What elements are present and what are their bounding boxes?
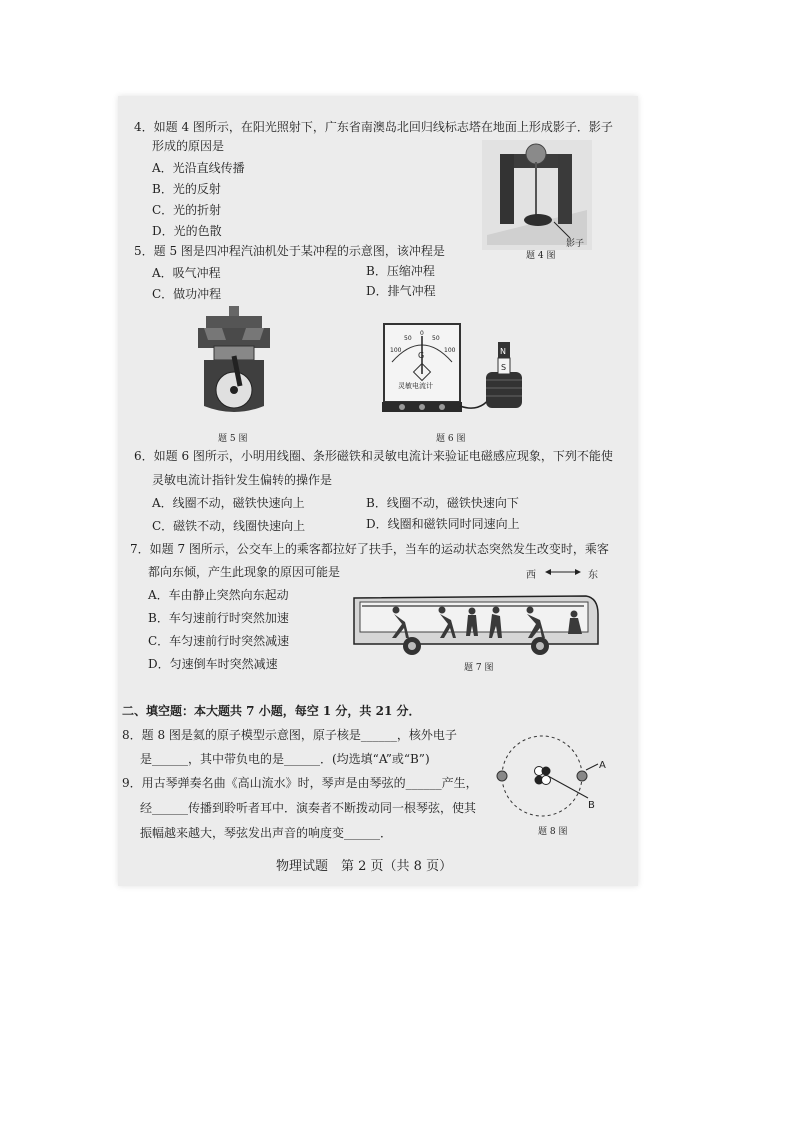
- section2-title: 二、填空题：本大题共 7 小题，每空 1 分，共 21 分．: [122, 704, 421, 718]
- q6-option-d: D．线圈和磁铁同时同速向上: [366, 517, 520, 531]
- q6-stem-line1: 6．如题 6 图所示，小明用线圈、条形磁铁和灵敏电流计来验证电磁感应现象，下列不能使: [134, 449, 613, 463]
- q5-option-d: D．排气冲程: [366, 284, 436, 298]
- q9-line3: 振幅越来越大，琴弦发出声音的响度变______．: [140, 826, 393, 840]
- q5-option-a: A．吸气冲程: [152, 266, 221, 280]
- galvanometer-figure: [382, 322, 528, 414]
- meter-letter: G: [418, 351, 425, 360]
- q4-shadow-label: 影子: [566, 239, 585, 249]
- q5-stem: 5．题 5 图是四冲程汽油机处于某冲程的示意图，该冲程是: [134, 244, 445, 258]
- west-label: 西: [526, 570, 536, 581]
- meter-scale-5: 100: [444, 347, 456, 354]
- bus-figure: [350, 590, 600, 658]
- magnet-n: N: [500, 347, 506, 356]
- meter-scale-4: 50: [432, 335, 440, 342]
- q7-option-b: B．车匀速前行时突然加速: [148, 611, 289, 625]
- meter-scale-3: 0: [420, 330, 424, 337]
- q7-option-c: C．车匀速前行时突然减速: [148, 634, 290, 648]
- q4-option-b: B．光的反射: [152, 182, 221, 196]
- page-footer: 物理试题 第 2 页（共 8 页）: [276, 859, 453, 874]
- q4-figure-caption: 题 4 图: [526, 251, 556, 261]
- atom-label-b: B: [588, 800, 595, 811]
- tropic-tower-figure: [482, 140, 592, 250]
- q6-option-b: B．线圈不动，磁铁快速向下: [366, 496, 519, 510]
- q4-option-a: A．光沿直线传播: [152, 161, 245, 175]
- q5-option-b: B．压缩冲程: [366, 264, 435, 278]
- q4-option-d: D．光的色散: [152, 224, 222, 238]
- east-label: 东: [588, 570, 598, 581]
- q6-stem-line2: 灵敏电流计指针发生偏转的操作是: [152, 473, 333, 487]
- meter-scale-2: 50: [404, 335, 412, 342]
- q8-figure-caption: 题 8 图: [538, 827, 568, 837]
- q8-line1: 8．题 8 图是氦的原子模型示意图，原子核是______，核外电子: [122, 728, 457, 742]
- q5-figure-caption: 题 5 图: [218, 434, 248, 444]
- magnet-s: S: [501, 363, 507, 372]
- q5-option-c: C．做功冲程: [152, 287, 222, 301]
- q6-figure-caption: 题 6 图: [436, 434, 466, 444]
- q7-option-d: D．匀速倒车时突然减速: [148, 657, 278, 671]
- q4-stem-line2: 形成的原因是: [152, 139, 225, 153]
- helium-atom-figure: [490, 728, 606, 824]
- west-east-arrow-icon: [545, 567, 581, 577]
- q7-stem-line2: 都向东倾，产生此现象的原因可能是: [148, 565, 341, 579]
- q6-option-a: A．线圈不动，磁铁快速向上: [152, 496, 305, 510]
- q9-line2: 经______传播到聆听者耳中．演奏者不断拨动同一根琴弦，使其: [140, 801, 477, 815]
- q7-option-a: A．车由静止突然向东起动: [148, 588, 289, 602]
- atom-label-a: A: [599, 760, 606, 771]
- q7-figure-caption: 题 7 图: [464, 663, 494, 673]
- q6-option-c: C．磁铁不动，线圈快速向上: [152, 519, 306, 533]
- q4-option-c: C．光的折射: [152, 203, 222, 217]
- q7-stem-line1: 7．如题 7 图所示，公交车上的乘客都拉好了扶手，当车的运动状态突然发生改变时，乘客: [130, 542, 609, 556]
- engine-figure: [196, 306, 272, 418]
- meter-scale-1: 100: [390, 347, 402, 354]
- q9-line1: 9．用古琴弹奏名曲《高山流水》时，琴声是由琴弦的______产生，: [122, 776, 478, 790]
- q4-stem-line1: 4．如题 4 图所示，在阳光照射下，广东省南澳岛北回归线标志塔在地面上形成影子．影子: [134, 120, 613, 134]
- q8-line2: 是______，其中带负电的是______．(均选填“A”或“B”): [140, 752, 430, 766]
- meter-label: 灵敏电流计: [398, 382, 433, 390]
